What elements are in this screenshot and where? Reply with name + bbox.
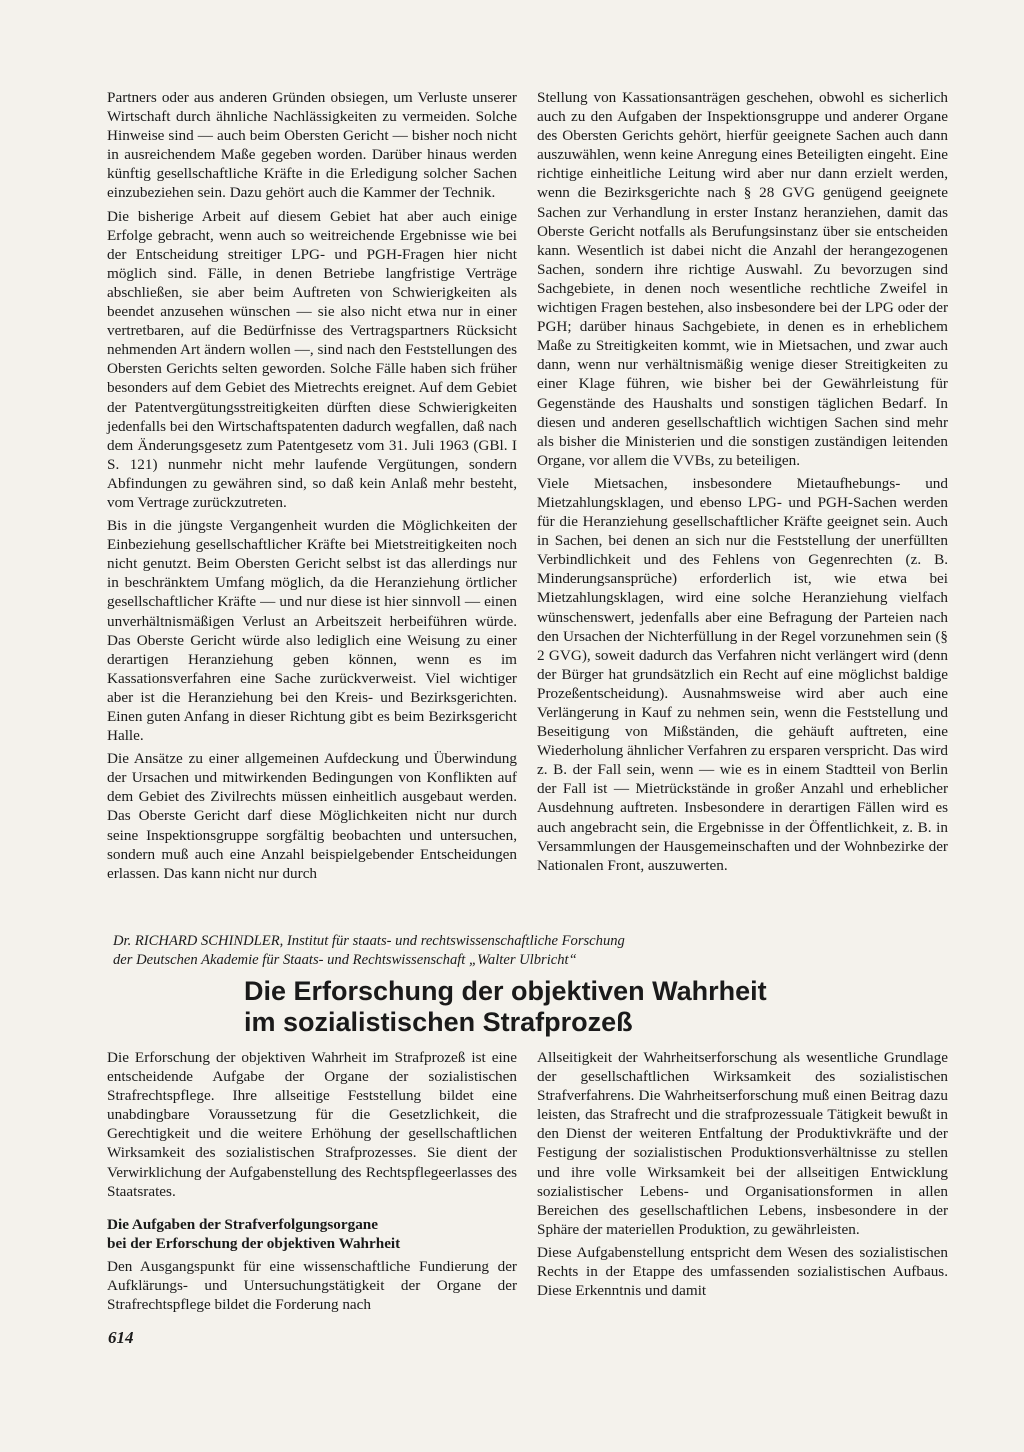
text-column-4 <box>537 1048 948 1304</box>
author-byline <box>113 932 973 970</box>
article-title <box>244 976 984 1038</box>
title-line: Die Erforschung der objektiven Wahrheit <box>244 976 767 1006</box>
paragraph: Die Erforschung der objektiven Wahrheit im Strafprozeß ist eine entscheidende Aufgabe der Organe der sozialistischen Strafrechtspflege. Ihre allseitige Feststellung bildet eine unabdingbare Voraussetzung für die Gesetzlichkeit, die Gerechtigkeit und die weitere Erhöhung der gesellschaftlichen Wirksamkeit des sozialistischen Strafprozesses. Sie dient der Verwirklichung der Aufgabenstellung des Rechtspflegeerlasses des Staatsrates. <box>107 1049 517 1200</box>
paragraph: Stellung von Kassationsanträgen geschehen, obwohl es sicherlich auch zu den Aufgaben der Inspektionsgruppe und anderer Organe des Obersten Gerichts gehört, hierfür geeignete Sachen auch dann auszuwählen, wenn keine Anregung eines Beteiligten eingeht. Eine richtige einheitliche Leitung wird aber nur dann erzielt werden, wenn die Bezirksgerichte nach § 28 GVG genügend geeignete Sachen zur Verhandlung in erster Instanz heranziehen, damit das Oberste Gericht notfalls als Berufungsinstanz über sie entscheiden kann. Wesentlich ist dabei nicht die Anzahl der herangezogenen Sachen, sondern ihre richtige Auswahl. Zu bevorzugen sind Sachgebiete, in denen noch wesentliche rechtliche Zweifel in wichtigen Fragen bestehen, also insbesondere bei der LPG oder der PGH; darüber hinaus Sachgebiete, in denen es in erheblichem Maße zu Streitigkeiten kommt, wie in Mietsachen, und zwar auch dann, wenn nur verhältnismäßig wenige dieser Streitigkeiten zu einer Klage führen, wie bisher bei der Gewährleistung für Gegenstände des Haushalts und sonstigen täglichen Bedarf. In diesen und anderen gesellschaftlich wichtigen Sachen sind mehr als bisher die Ministerien und die sonstigen zuständigen leitenden Organe, vor allem die VVBs, zu beteiligen. <box>537 89 948 469</box>
paragraph: Viele Mietsachen, insbesondere Mietaufhebungs- und Mietzahlungsklagen, und ebenso LPG- und PGH-Sachen werden für die Heranziehung gesellschaftlicher Kräfte geeignet sein. Auch in Sachen, bei denen an sich nur die Feststellung der unerfüllten Verbindlichkeit und des Fehlens von Gegenrechten (z. B. Minderungsansprüche) erforderlich ist, wie etwa bei Mietzahlungsklagen, wird eine solche Heranziehung vielfach wünschenswert, jedenfalls aber eine Befragung der Parteien nach den Ursachen der Nichterfüllung in der Regel vorzunehmen sein (§ 2 GVG), soweit dadurch das Verfahren nicht verlängert wird (denn der Bürger hat grundsätzlich ein Recht auf eine möglichst baldige Prozeßentscheidung). Ausnahmsweise wird aber auch eine Verlängerung in Kauf zu nehmen sein, wenn die Feststellung und Beseitigung von Mißständen, die gehäuft auftreten, eine Wiederholung ähnlicher Verfahren zu ersparen verspricht. Das wird z. B. der Fall sein, wenn — wie es in einem Stadtteil von Berlin der Fall ist — Mietrückstände in großer Anzahl und erheblicher Ausdehnung auftreten. Insbesondere in derartigen Fällen wird es auch angebracht sein, die Ergebnisse in der Öffentlichkeit, z. B. in Versammlungen der Hausgemeinschaften und der Wohnbezirke der Nationalen Front, auszuwerten. <box>537 474 948 874</box>
byline-line: der Deutschen Akademie für Staats- und Rechtswissenschaft „Walter Ulbricht“ <box>113 952 577 968</box>
section-subheading <box>107 1215 517 1253</box>
title-line: im sozialistischen Strafprozeß <box>244 1007 633 1037</box>
text-column-2 <box>537 88 948 879</box>
paragraph: Allseitigkeit der Wahrheitserforschung als wesentliche Grundlage der gesellschaftlichen Wirksamkeit des sozialistischen Strafverfahrens. Die Wahrheitserforschung muß einen Beitrag dazu leisten, das Strafrecht und die strafprozessuale Tätigkeit bewußt in den Dienst der weiteren Entfaltung der Produktivkräfte und der Festigung der sozialistischen Produktionsverhältnisse zu stellen und ihre volle Wirksamkeit bei der allseitigen Entwicklung sozialistischer Lebens- und Organisationsformen in allen Bereichen des gesellschaftlichen Lebens, insbesondere in der Sphäre der materiellen Produktion, zu gewährleisten. <box>537 1049 948 1238</box>
paragraph: Partners oder aus anderen Gründen obsiegen, um Verluste unserer Wirtschaft durch ähnliche Nachlässigkeiten zu vermeiden. Solche Hinweise sind — auch beim Obersten Gericht — bisher noch nicht in ausreichendem Maße gegeben worden. Darüber hinaus werden künftig gesellschaftliche Kräfte in die Erledigung solcher Sachen einzubeziehen sein. Dazu gehört auch die Kammer der Technik. <box>107 89 517 202</box>
page-number: 614 <box>108 1328 134 1347</box>
text-column-3 <box>107 1048 517 1318</box>
paragraph: Die Ansätze zu einer allgemeinen Aufdeckung und Überwindung der Ursachen und mitwirkenden Bedingungen von Konflikten auf dem Gebiet des Zivilrechts müssen einheitlich ausgebaut werden. Das Oberste Gericht darf diese Möglichkeiten nicht nur durch seine Inspektionsgruppe sorgfältig beobachten und untersuchen, sondern muß auch eine Anzahl beispielgebender Entscheidungen erlassen. Das kann nicht nur durch <box>107 750 517 882</box>
paragraph: Diese Aufgabenstellung entspricht dem Wesen des sozialistischen Rechts in der Etappe des umfassenden sozialistischen Aufbaus. Diese Erkenntnis und damit <box>537 1243 948 1300</box>
paragraph: Den Ausgangspunkt für eine wissenschaftliche Fundierung der Aufklärungs- und Untersuchungstätigkeit der Organe der Strafrechtspflege bildet die Forderung nach <box>107 1257 517 1314</box>
text-column-1 <box>107 88 517 887</box>
paragraph: Bis in die jüngste Vergangenheit wurden die Möglichkeiten der Einbeziehung gesellschaftlicher Kräfte bei Mietstreitigkeiten noch nicht genutzt. Beim Obersten Gericht selbst ist das allerdings nur in beschränktem Umfang möglich, da die Heranziehung örtlicher gesellschaftlicher Kräfte — und nur diese ist hier sinnvoll — einen unverhältnismäßigen Verlust an Arbeitszeit herbeiführen würde. Das Oberste Gericht würde also lediglich eine Weisung zu einer derartigen Heranziehung geben können, wenn es im Kassationsverfahren eine Sache zurückverweist. Viel wichtiger aber ist die Heranziehung bei den Kreis- und Bezirksgerichten. Einen guten Anfang in dieser Richtung gibt es beim Bezirksgericht Halle. <box>107 517 517 745</box>
byline-line: Dr. RICHARD SCHINDLER, Institut für staats- und rechtswissenschaftliche Forschung <box>113 933 625 949</box>
subheading-line: bei der Erforschung der objektiven Wahrheit <box>107 1234 401 1252</box>
paragraph: Die bisherige Arbeit auf diesem Gebiet hat aber auch einige Erfolge gebracht, wenn auch so weitreichende Ergebnisse wie bei der Entscheidung streitiger LPG- und PGH-Fragen hier nicht möglich sind. Fälle, in denen Betriebe langfristige Verträge abschließen, sie aber beim Auftreten von Schwierigkeiten als beendet anzusehen wünschen — sie also nicht etwa nur in einer vertretbaren, auf die Bedürfnisse des Vertragspartners Rücksicht nehmenden Art ändern wollen —, sind nach den Feststellungen des Obersten Gerichts selten geworden. Solche Fälle haben sich früher besonders auf dem Gebiet des Mietrechts ereignet. Auf dem Gebiet der Patentvergütungsstreitigkeiten dürften diese Schwierigkeiten jedenfalls bei den Wirtschaftspatenten dadurch wegfallen, daß nach dem Änderungsgesetz zum Patentgesetz vom 31. Juli 1963 (GBl. I S. 121) nunmehr nicht mehr laufende Vergütungen, sondern Abfindungen zu gewähren sind, so daß kein Anlaß mehr besteht, vom Vertrage zurückzutreten. <box>107 207 517 511</box>
subheading-line: Die Aufgaben der Strafverfolgungsorgane <box>107 1215 378 1233</box>
